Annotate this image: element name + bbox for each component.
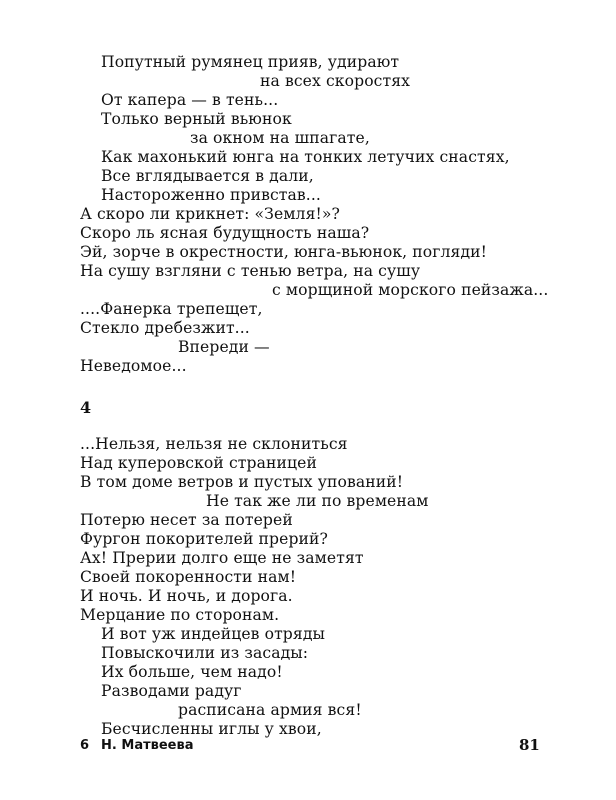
poem-line: Как махонький юнга на тонких летучих снастях, <box>101 148 510 166</box>
poem-line: Над куперовской страницей <box>80 454 317 472</box>
poem-line: Разводами радуг <box>101 682 242 700</box>
printer-signature <box>80 738 194 753</box>
poem-line: На сушу взгляни с тенью ветра, на сушу <box>80 262 421 280</box>
poem-line: Повыскочили из засады: <box>101 644 309 662</box>
poem-line: ....Фанерка трепещет, <box>80 300 263 318</box>
poem-line: Не так же ли по временам <box>206 492 429 510</box>
poem-line: Стекло дребезжит... <box>80 319 250 337</box>
poem-line: Бесчисленны иглы у хвои, <box>101 720 322 738</box>
section-number: 4 <box>80 398 92 417</box>
page-number: 81 <box>519 736 540 754</box>
poem-line: Потерю несет за потерей <box>80 511 293 529</box>
poem-line: расписана армия вся! <box>178 701 362 719</box>
poem-line: Неведомое... <box>80 357 187 375</box>
poem-line: В том доме ветров и пустых упований! <box>80 473 404 491</box>
poem-line: Только верный вьюнок <box>101 110 292 128</box>
poem-line: Попутный румянец прияв, удирают <box>101 53 400 71</box>
signature-number: 6 <box>80 738 90 753</box>
poem-line: Своей покоренности нам! <box>80 568 297 586</box>
poem-line: ...Нельзя, нельзя не склониться <box>80 435 348 453</box>
poem-line: Все вглядывается в дали, <box>101 167 314 185</box>
poem-line: И ночь. И ночь, и дорога. <box>80 587 293 605</box>
poem-line: с морщиной морского пейзажа... <box>272 281 549 299</box>
poem-line: Мерцание по сторонам. <box>80 606 280 624</box>
poem-line: Ах! Прерии долго еще не заметят <box>80 549 364 567</box>
poem-line: на всех скоростях <box>260 72 411 90</box>
poem-line: за окном на шпагате, <box>190 129 370 147</box>
poem-line: Эй, зорче в окрестности, юнга-вьюнок, погляди! <box>80 243 488 261</box>
poem-line: Настороженно привстав... <box>101 186 321 204</box>
author-name: Н. Матвеева <box>101 738 194 753</box>
poem-line: От капера — в тень... <box>101 91 279 109</box>
poem-line: А скоро ли крикнет: «Земля!»? <box>80 205 340 223</box>
poem-line: Их больше, чем надо! <box>101 663 283 681</box>
poem-line: И вот уж индейцев отряды <box>101 625 326 643</box>
poem-line: Скоро ль ясная будущность наша? <box>80 224 370 242</box>
poem-line: Фургон покорителей прерий? <box>80 530 328 548</box>
poem-line: Впереди — <box>178 338 270 356</box>
